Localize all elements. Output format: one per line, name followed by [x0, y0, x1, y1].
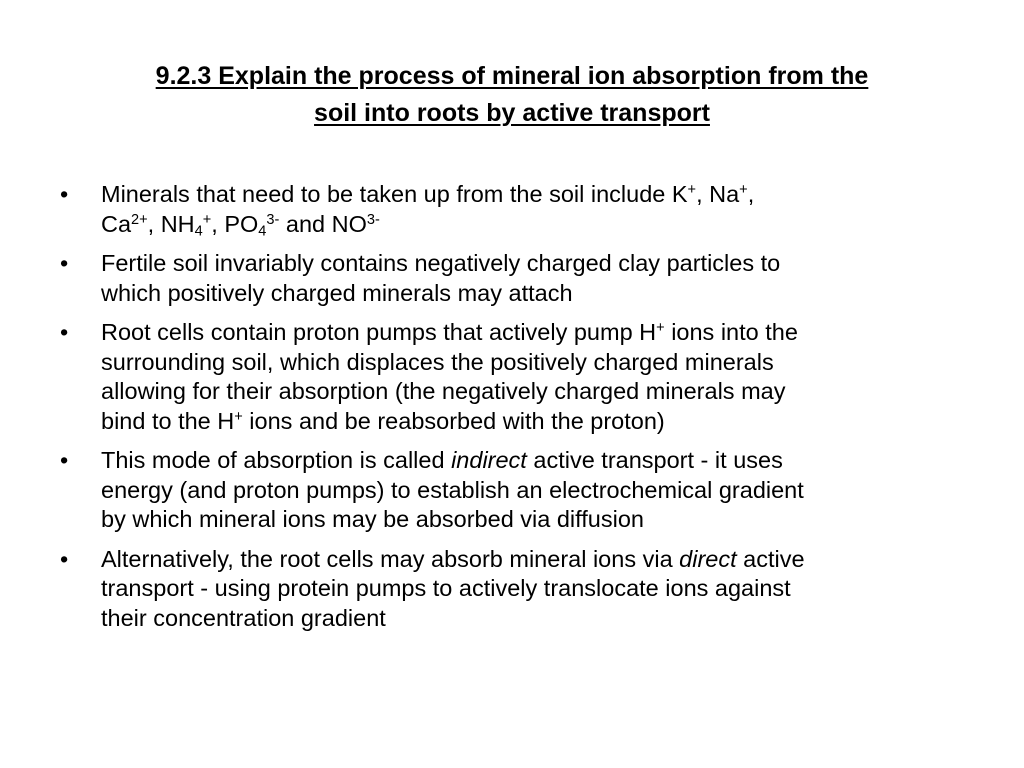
title-line-1: 9.2.3 Explain the process of mineral ion absorption from the	[155, 62, 869, 90]
bullet-item: • Minerals that need to be taken up from the soil include K+, Na+, $Ca^{2+}$, $NH_4^+$, $PO_4^{3-}$ and $NO^{3-}$	[60, 181, 755, 240]
bullet-item: • Alternatively, the root cells may absorb mineral ions via direct active transport - using protein pumps to actively translocate ions against their concentration gradient	[60, 545, 805, 631]
bullet-icon: •	[60, 250, 69, 276]
bullet-icon: •	[60, 545, 69, 572]
bullet-item: • Root cells contain proton pumps that actively pump H+ ions into the surrounding soil, which displaces the positively charged minerals allowing for their absorption (the negatively charged minerals may bind to the H+ ions and be reabsorbed with the proton)	[60, 319, 798, 434]
bullet-icon: •	[60, 447, 69, 473]
bullet-item: • Fertile soil invariably contains negatively charged clay particles to which positively charged minerals may attach	[60, 250, 781, 306]
bullet-icon: •	[60, 319, 69, 345]
slide-title	[60, 58, 964, 132]
bullet-list	[58, 180, 978, 643]
title-line-2: soil into roots by active transport	[314, 99, 710, 127]
bullet-icon: •	[60, 181, 69, 207]
bullet-item: • This mode of absorption is called indirect active transport - it uses energy (and proton pumps) to establish an electrochemical gradient by which mineral ions may be absorbed via diffusion	[60, 447, 804, 532]
